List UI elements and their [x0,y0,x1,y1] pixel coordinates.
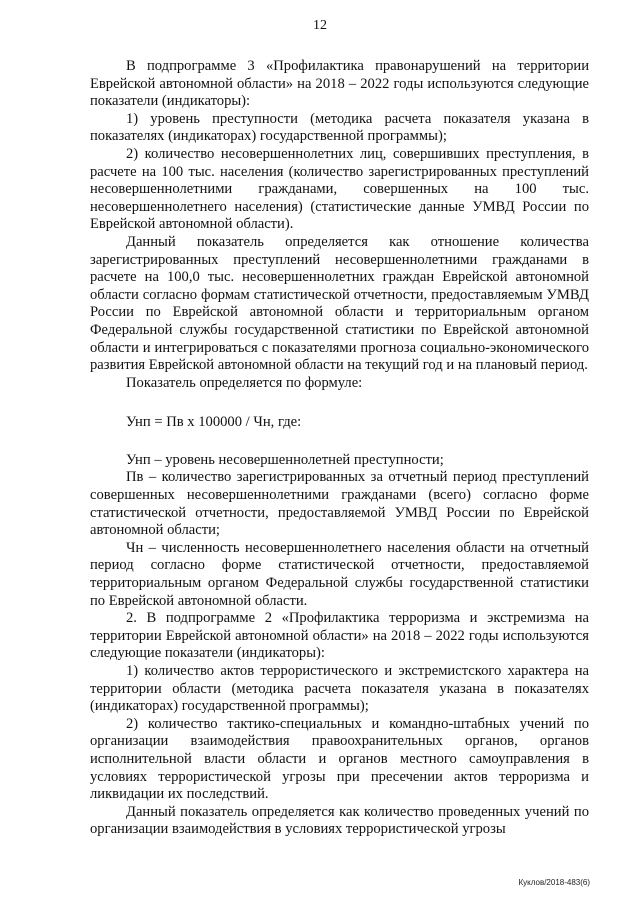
formula: Унп = Пв х 100000 / Чн, где: [126,414,302,431]
paragraph-definition-pv: Пв – количество зарегистрированных за отчетный период преступлений совершенных несовершеннолетними гражданами (всего) согласно форме статистической отчетности, предоставляемой УМВД России по Еврейской автономной области; [90,469,589,539]
footer-document-code: Куклов/2018-483(6) [518,878,590,887]
paragraph-definition-unp: Унп – уровень несовершеннолетней преступности; [126,451,444,468]
paragraph-subprogram-2-intro: 2. В подпрограмме 2 «Профилактика терроризма и экстремизма на территории Еврейской автономной области» на 2018 – 2022 годы используются следующие показатели (индикаторы): [90,610,589,662]
paragraph-indicator-crime-level: 1) уровень преступности (методика расчета показателя указана в показателях (индикаторах) государственной программы); [90,110,589,145]
page-number: 12 [313,18,327,33]
paragraph-exercises-definition: Данный показатель определяется как количество проведенных учений по организации взаимодействия в условиях террористической угрозы [90,803,589,838]
paragraph-indicator-definition: Данный показатель определяется как отношение количества зарегистрированных преступлений несовершеннолетними гражданами в расчете на 100,0 тыс. несовершеннолетних граждан Еврейской автономной области согласно формам статистической отчетности, предоставляемым УМВД России по Еврейской автономной области и территориальным органом Федеральной службы государственной статистики по Еврейской автономной области и интегрироваться с показателями прогноза социально-экономического развития Еврейской автономной области на текущий год и на плановый период. [90,233,589,374]
paragraph-definition-chn: Чн – численность несовершеннолетнего населения области на отчетный период согласно форме статистической отчетности, предоставляемой территориальным органом Федеральной службы государственной статистики по Еврейской автономной области. [90,539,589,609]
paragraph-indicator-exercises: 2) количество тактико-специальных и командно-штабных учений по организации взаимодействия правоохранительных органов, органов исполнительной власти области и органов местного самоуправления в условиях террористической угрозы при пресечении актов терроризма и ликвидации их последствий. [90,715,589,803]
paragraph-indicator-terror-acts: 1) количество актов террористического и экстремистского характера на территории области (методика расчета показателя указана в показателях (индикаторах) государственной программы); [90,663,589,715]
document-body [90,58,589,839]
paragraph-indicator-juvenile-offenders: 2) количество несовершеннолетних лиц, совершивших преступления, в расчете на 100 тыс. населения (количество зарегистрированных преступлений несовершеннолетними гражданами, совершенных на 100 тыс. несовершеннолетнего населения) (статистические данные УМВД России по Еврейской автономной области). [90,145,589,233]
paragraph-subprogram-3-intro: В подпрограмме 3 «Профилактика правонарушений на территории Еврейской автономной области» на 2018 – 2022 годы используются следующие показатели (индикаторы): [90,58,589,110]
paragraph-formula-intro: Показатель определяется по формуле: [126,374,363,391]
